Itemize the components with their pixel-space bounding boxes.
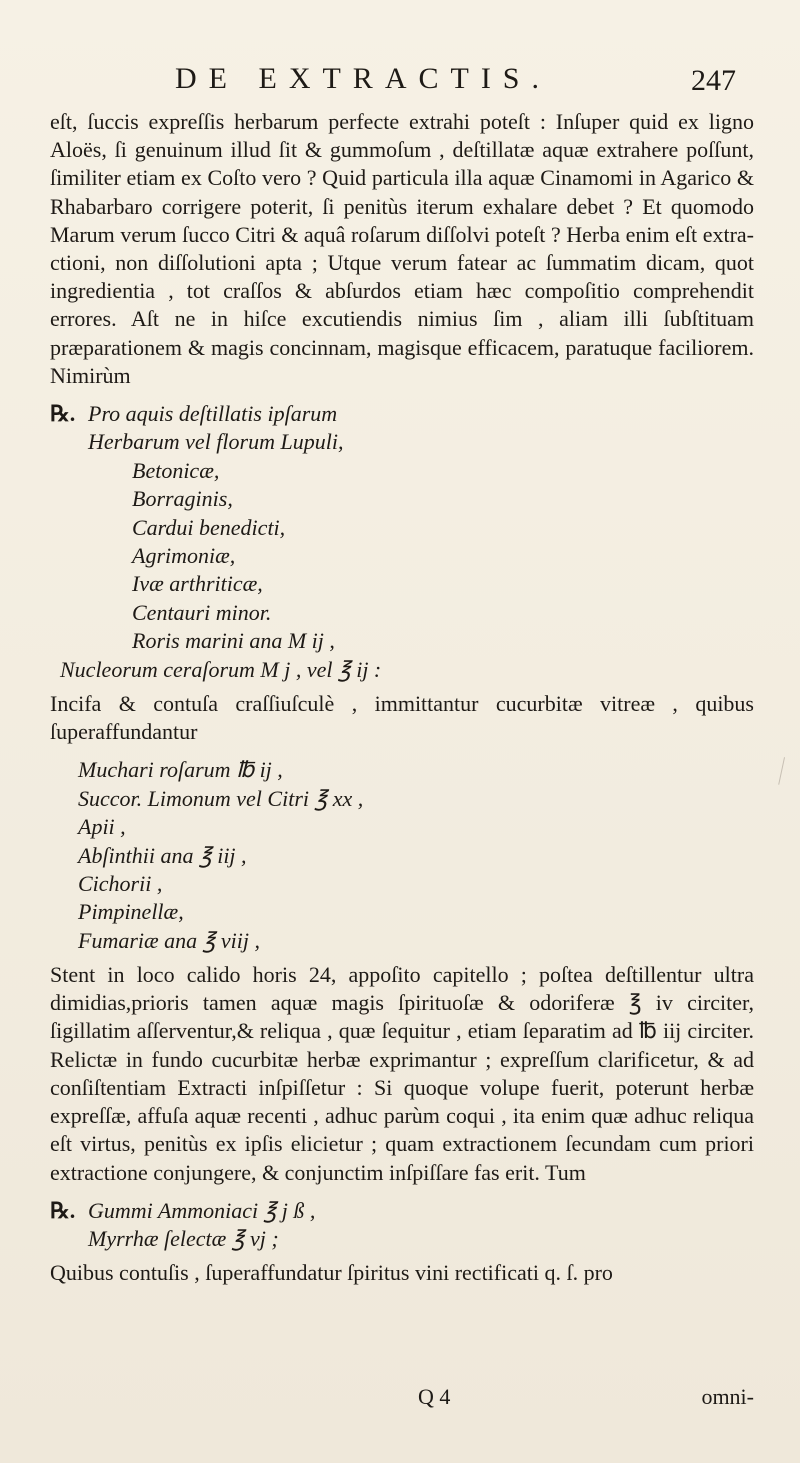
recipe-line	[50, 656, 754, 684]
recipe-2	[50, 756, 754, 955]
page-number: 247	[691, 64, 736, 97]
recipe-item: Pimpinellæ,	[78, 899, 184, 925]
signature-mark: Q 4	[418, 1384, 451, 1409]
recipe-item: Agrimoniæ,	[132, 542, 236, 568]
recipe-line	[50, 570, 754, 598]
recipe-1	[50, 400, 754, 684]
recipe-item: Cardui benedicti,	[132, 514, 286, 540]
recipe-item: Apii ,	[78, 814, 126, 840]
recipe-item: Ivæ arthriticæ,	[132, 571, 263, 597]
recipe-line	[50, 485, 754, 513]
recipe-line	[50, 457, 754, 485]
catchword: omni-	[701, 1384, 754, 1409]
recipe-line	[50, 842, 754, 870]
rx-symbol: ℞.	[50, 401, 76, 427]
recipe-item: Myrrhæ ſelectæ ℥ vj ;	[88, 1226, 279, 1252]
recipe-line	[50, 514, 754, 542]
long-paragraph: Stent in loco calido horis 24, appoſito capitello ; poſtea deſtillentur ultra dimidias,prioris tamen aquæ magis ſpirituoſæ & odoriferæ ℥ iv circiter, ſigillatim aſſerventur,& reliqua , quæ ſequitur , etiam ſeparatim ad ℔ iij circiter. Relictæ in fundo cucurbitæ herbæ exprimantur ; expreſſum clarificetur, & ad conſiſtentiam Extracti inſpiſſetur : Si quoque volupe fuerit, poterunt herbæ expreſſæ, affuſa aquæ recenti , adhuc parùm coqui , ita enim quæ adhuc reliqua eſt virtus, penitùs ex ipſis elicietur ; quam extractionem ſecundam cum priori extractione conjungere, & conjunctim inſpiſſare fas erit. Tum	[50, 962, 754, 1185]
recipe-line	[50, 599, 754, 627]
recipe-line	[50, 542, 754, 570]
recipe-item: Abſinthii ana ℥ iij ,	[78, 842, 247, 868]
recipe-item: Roris marini ana M ij ,	[132, 628, 335, 654]
recipe-item: Succor. Limonum vel Citri ℥ xx ,	[78, 785, 364, 811]
recipe-line	[50, 400, 754, 428]
running-head: DE EXTRACTIS.	[175, 62, 551, 95]
recipe-item: Pro aquis deſtillatis ipſarum	[88, 401, 338, 427]
final-paragraph: Quibus contuſis , ſuperaffundatur ſpiritus vini rectificati q. ſ. pro	[50, 1260, 613, 1286]
recipe-line	[50, 813, 754, 841]
recipe-line	[50, 785, 754, 813]
middle-paragraph: Incifa & contuſa craſſiuſculè , immittantur cucurbitæ vitreæ , quibus ſuperaffundantur	[50, 690, 754, 745]
page-body	[50, 108, 754, 1288]
recipe-item: Betonicæ,	[132, 457, 220, 483]
recipe-line	[50, 870, 754, 898]
recipe-line	[50, 627, 754, 655]
recipe-item: Muchari roſarum ℔ ij ,	[78, 757, 283, 783]
recipe-item: Herbarum vel florum Lupuli,	[88, 429, 344, 455]
recipe-3	[50, 1197, 754, 1254]
recipe-line	[50, 927, 754, 955]
recipe-line	[50, 428, 754, 456]
recipe-line	[50, 898, 754, 926]
intro-paragraph: eſt, ſuccis expreſſis herbarum perfecte extrahi poteſt : Inſuper quid ex ligno Aloës, ſi genuinum illud ſit & gummoſum , deſtillatæ aquæ extrahere poſſunt, ſimiliter etiam ex Coſto vero ? Quid particula illa aquæ Cinamomi in Agarico & Rhabarbaro corrigere poterit, ſi penitùs iterum exhalare debet ? Et quomodo Marum verum ſucco Citri & aquâ roſarum diſſolvi poteſt ? Herba enim eſt extractioni, non diſſolutioni apta ; Utque verum fatear ac ſummatim dicam, quot ingredientia , tot craſſos & abſurdos etiam hæc compoſitio comprehendit errores. Aſt ne in hiſce excutiendis nimius ſim , aliam illi ſubſtituam præparationem & magis concinnam, magisque efficacem, paratuque faciliorem. Nimirùm	[50, 109, 754, 388]
recipe-item: Fumariæ ana ℥ viij ,	[78, 927, 260, 953]
recipe-line	[50, 1197, 754, 1225]
page-header	[50, 0, 754, 108]
rx-symbol: ℞.	[50, 1197, 76, 1223]
recipe-item: Gummi Ammoniaci ℥ j ß ,	[88, 1197, 316, 1223]
recipe-item: Nucleorum ceraſorum M j , vel ℥ ij :	[60, 656, 382, 682]
recipe-item: Centauri minor.	[132, 599, 272, 625]
recipe-line	[50, 756, 754, 784]
page-footer	[50, 1384, 754, 1424]
recipe-item: Borraginis,	[132, 486, 233, 512]
recipe-line	[50, 1225, 754, 1253]
paper-edge-mark	[778, 757, 795, 787]
recipe-item: Cichorii ,	[78, 870, 163, 896]
